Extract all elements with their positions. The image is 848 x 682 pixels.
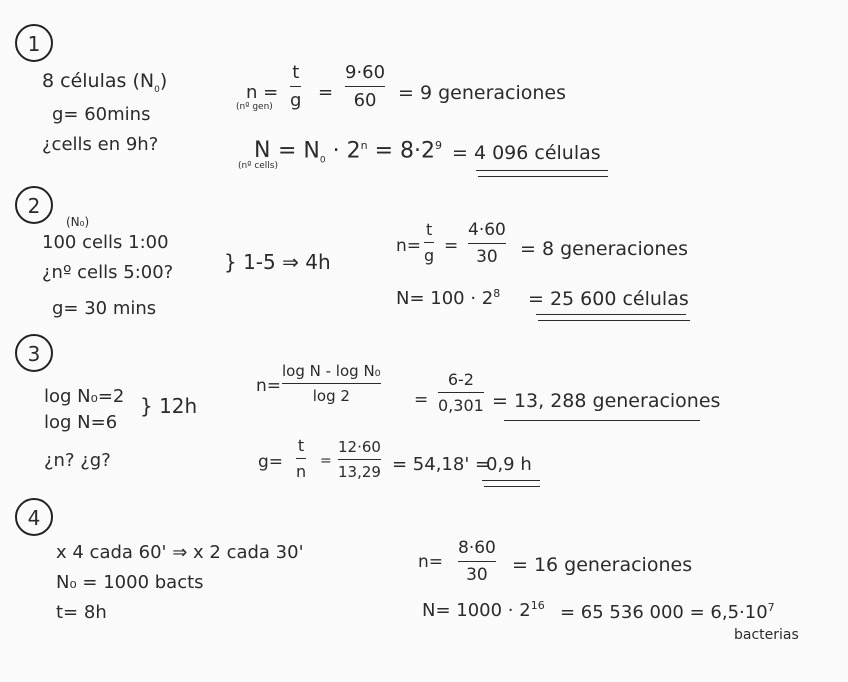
p1-N-result: = 4 096 células [452, 142, 601, 164]
p1-given-cells: 8 células $(N_0)$ [42, 70, 168, 95]
p1-t-over-g: t g [290, 62, 302, 111]
p4-N-result: = 65 536 $000 = 6,5\cdot 10^7$ [560, 601, 775, 623]
p1-underline-2 [478, 176, 608, 177]
p1-N-expression: = $N_0 \cdot 2^n = 8\cdot 2^9$ [278, 138, 443, 166]
p1-eq: = [318, 82, 334, 103]
problem-number-4: 4 [15, 498, 53, 536]
p4-n0: N₀ = 1000 bacts [56, 572, 204, 593]
problem-number-3: 3 [15, 334, 53, 372]
p2-underline-2 [538, 320, 690, 321]
p4-time: t= 8h [56, 602, 107, 623]
p1-question: ¿cells en 9h? [42, 134, 159, 155]
p4-N-expression: $N= 1000 \cdot 2^{16}$ [422, 599, 545, 621]
p2-brace-interval: } 1-5 ⇒ 4h [224, 250, 331, 274]
p3-g-mid: = 54,18' = [392, 454, 491, 475]
p4-n-lhs: n= [418, 552, 444, 572]
p2-g: g= 30 mins [52, 298, 157, 319]
p3-n-result: = 13, 288 generaciones [492, 390, 721, 412]
p3-g-lhs: g= [258, 452, 284, 472]
p3-g-underline-2 [484, 486, 540, 487]
p4-unit: bacterias [734, 627, 799, 643]
p3-brace-time: } 12h [140, 394, 198, 418]
p2-line1: 100 cells 1:00 [42, 232, 169, 253]
p4-fraction: 8·60 30 [458, 538, 496, 585]
p3-log-n0: log N₀=2 [44, 386, 125, 407]
p3-value-fraction: 6-2 0,301 [438, 370, 484, 415]
p1-n-lhs: n = [246, 82, 279, 103]
p1-N-lhs: N [254, 138, 271, 163]
p2-t-over-g: t g [424, 220, 435, 265]
p2-N-result: = 25 600 células [528, 288, 689, 310]
p3-question: ¿n? ¿g? [44, 450, 111, 471]
p4-n-result: = 16 generaciones [512, 554, 693, 576]
p1-n-sub: (nº gen) [236, 102, 273, 112]
p3-n-lhs: n= [256, 376, 282, 396]
p3-log-fraction: log N - log N₀ log 2 [282, 362, 381, 405]
p2-n-lhs: n= [396, 236, 422, 256]
p2-eq: = [444, 236, 459, 256]
p1-underline-1 [476, 170, 608, 171]
p3-t-over-n: t n [296, 436, 307, 481]
p2-fraction: 4·60 30 [468, 220, 506, 267]
p3-g-eq: = [320, 453, 332, 469]
p2-underline-1 [536, 314, 686, 315]
p3-log-n: log N=6 [44, 412, 118, 433]
p3-underline [504, 420, 700, 421]
p4-rate: x 4 cada 60' ⇒ x 2 cada 30' [56, 542, 304, 563]
p2-n0-label: (N₀) [66, 215, 90, 229]
p2-n-result: = 8 generaciones [520, 238, 689, 260]
p3-g-fraction: 12·60 13,29 [338, 438, 381, 481]
p1-n-result: = 9 generaciones [398, 82, 567, 104]
p1-N-sub: (nº cells) [238, 161, 279, 171]
p2-line2: ¿nº cells 5:00? [42, 262, 174, 283]
p2-N-expression: $N= 100 \cdot 2^8$ [396, 287, 501, 309]
p3-g-underline-1 [482, 480, 540, 481]
problem-number-2: 2 [15, 186, 53, 224]
p3-g-result: 0,9 h [486, 454, 532, 475]
p1-given-g: g= 60mins [52, 104, 151, 125]
p1-fraction: 9·60 60 [345, 62, 386, 111]
p3-eq: = [414, 390, 429, 410]
problem-number-1: 1 [15, 24, 53, 62]
